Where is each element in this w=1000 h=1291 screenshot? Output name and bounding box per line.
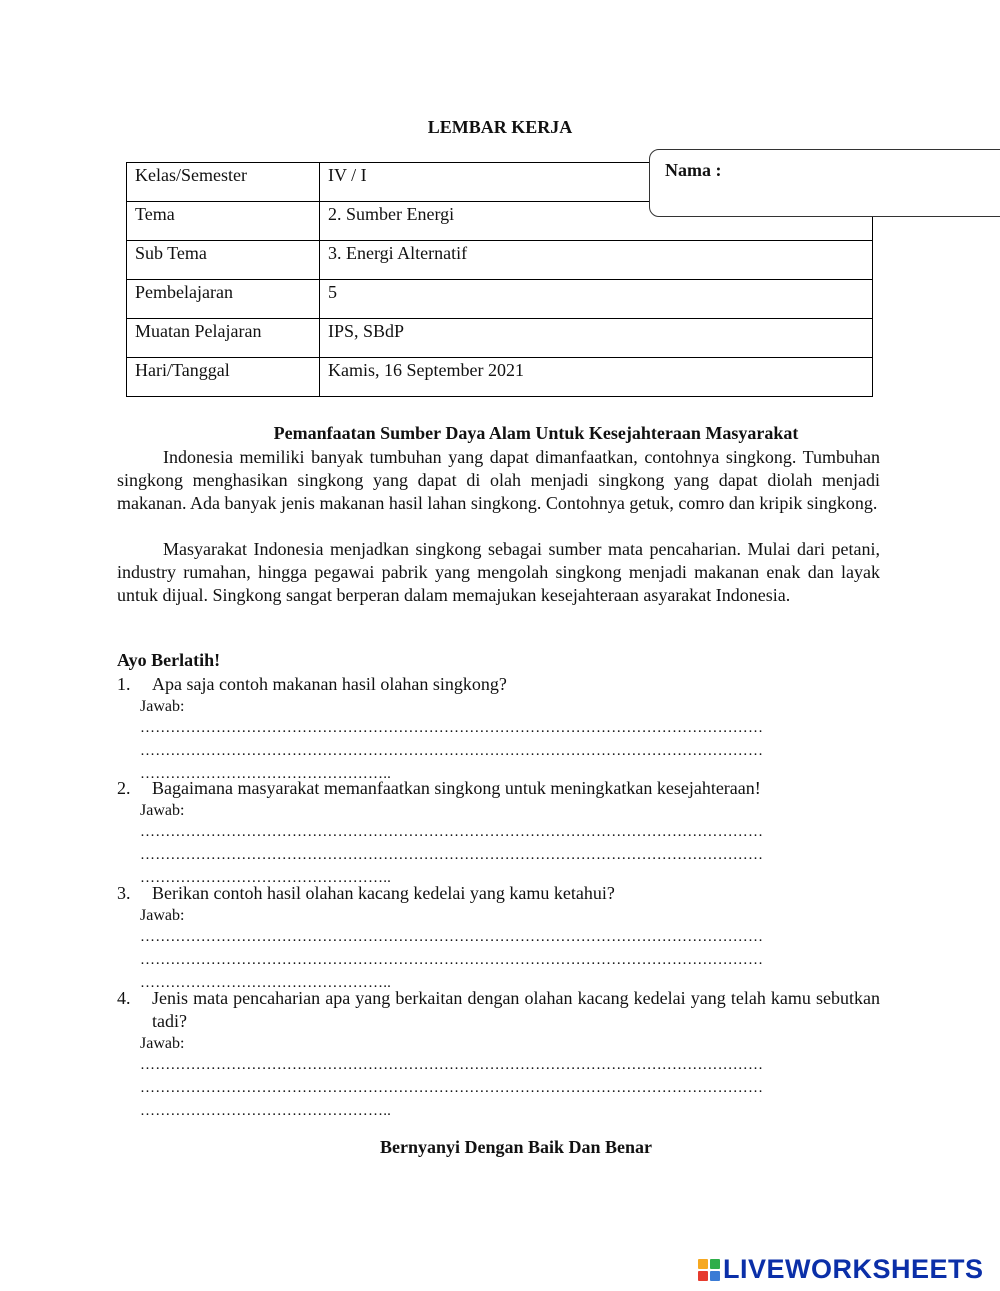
answer-line[interactable]: …………………………………………………………………………………………………………… bbox=[140, 720, 764, 736]
answer-label: Jawab: bbox=[140, 698, 185, 715]
table-row bbox=[127, 280, 873, 319]
row-value: 3. Energi Alternatif bbox=[320, 241, 873, 280]
row-label: Kelas/Semester bbox=[127, 163, 320, 202]
answer-label: Jawab: bbox=[140, 802, 185, 819]
answer-line[interactable]: ………………………………………….. bbox=[140, 766, 392, 782]
row-label: Sub Tema bbox=[127, 241, 320, 280]
table-row bbox=[127, 358, 873, 397]
answer-line[interactable]: …………………………………………………………………………………………………………… bbox=[140, 743, 764, 759]
name-input-box[interactable] bbox=[649, 149, 1000, 217]
row-label: Muatan Pelajaran bbox=[127, 319, 320, 358]
answer-line[interactable]: …………………………………………………………………………………………………………… bbox=[140, 952, 764, 968]
logo-block bbox=[710, 1259, 720, 1269]
answer-line[interactable]: …………………………………………………………………………………………………………… bbox=[140, 847, 764, 863]
question-number: 3. bbox=[117, 883, 131, 903]
answer-label: Jawab: bbox=[140, 1035, 185, 1052]
row-value: IV / I bbox=[320, 163, 873, 202]
answer-label: Jawab: bbox=[140, 907, 185, 924]
logo-block bbox=[710, 1271, 720, 1281]
practice-heading: Ayo Berlatih! bbox=[117, 650, 221, 670]
page-title: LEMBAR KERJA bbox=[427, 117, 573, 137]
answer-line[interactable]: …………………………………………………………………………………………………………… bbox=[140, 1080, 764, 1096]
question-4 bbox=[117, 987, 880, 1123]
row-label: Hari/Tanggal bbox=[127, 358, 320, 397]
reading-heading: Pemanfaatan Sumber Daya Alam Untuk Kesejahteraan Masyarakat bbox=[273, 423, 799, 443]
row-label: Tema bbox=[127, 202, 320, 241]
question-text: Apa saja contoh makanan hasil olahan singkong? bbox=[152, 674, 507, 694]
reading-paragraph-1: Indonesia memiliki banyak tumbuhan yang dapat dimanfaatkan, contohnya singkong. Tumbuhan singkong menghasikan singkong yang dapat di olah menjadi singkong yang dapat diolah menjadi makanan. Ada banyak jenis makanan hasil lahan singkong. Contohnya getuk, comro dan kripik singkong. bbox=[117, 447, 880, 513]
logo-block bbox=[698, 1271, 708, 1281]
name-label: Nama : bbox=[665, 160, 722, 180]
answer-line[interactable]: …………………………………………………………………………………………………………… bbox=[140, 929, 764, 945]
question-text: Jenis mata pencaharian apa yang berkaitan dengan olahan kacang kedelai yang telah kamu sebutkan tadi? bbox=[152, 988, 880, 1031]
answer-line[interactable]: …………………………………………………………………………………………………………… bbox=[140, 824, 764, 840]
row-label: Pembelajaran bbox=[127, 280, 320, 319]
reading-paragraph-2: Masyarakat Indonesia menjadkan singkong sebagai sumber mata pencaharian. Mulai dari petani, industry rumahan, hingga pegawai pabrik yang mengolah singkong menjadi makanan enak dan layak untuk dijual. Singkong sangat berperan dalam memajukan kesejahteraan asyarakat Indonesia. bbox=[117, 539, 880, 605]
answer-line[interactable]: ………………………………………….. bbox=[140, 975, 392, 991]
logo-blocks-icon bbox=[698, 1259, 720, 1281]
question-text: Berikan contoh hasil olahan kacang kedelai yang kamu ketahui? bbox=[152, 883, 615, 903]
row-value: IPS, SBdP bbox=[320, 319, 873, 358]
logo-text: LIVEWORKSHEETS bbox=[723, 1254, 984, 1284]
row-value: 2. Sumber Energi bbox=[320, 202, 873, 241]
liveworksheets-logo bbox=[698, 1254, 984, 1285]
table-row bbox=[127, 241, 873, 280]
question-number: 2. bbox=[117, 778, 131, 798]
question-number: 4. bbox=[117, 988, 131, 1008]
question-2 bbox=[117, 777, 880, 890]
table-row bbox=[127, 319, 873, 358]
question-text: Bagaimana masyarakat memanfaatkan singkong untuk meningkatkan kesejahteraan! bbox=[152, 778, 761, 798]
logo-block bbox=[698, 1259, 708, 1269]
row-value: 5 bbox=[320, 280, 873, 319]
section-heading: Bernyanyi Dengan Baik Dan Benar bbox=[379, 1137, 653, 1157]
question-3 bbox=[117, 882, 880, 995]
question-1 bbox=[117, 673, 880, 786]
answer-line[interactable]: ………………………………………….. bbox=[140, 1103, 392, 1119]
question-number: 1. bbox=[117, 674, 131, 694]
answer-line[interactable]: ………………………………………….. bbox=[140, 870, 392, 886]
answer-line[interactable]: …………………………………………………………………………………………………………… bbox=[140, 1057, 764, 1073]
row-value: Kamis, 16 September 2021 bbox=[320, 358, 873, 397]
